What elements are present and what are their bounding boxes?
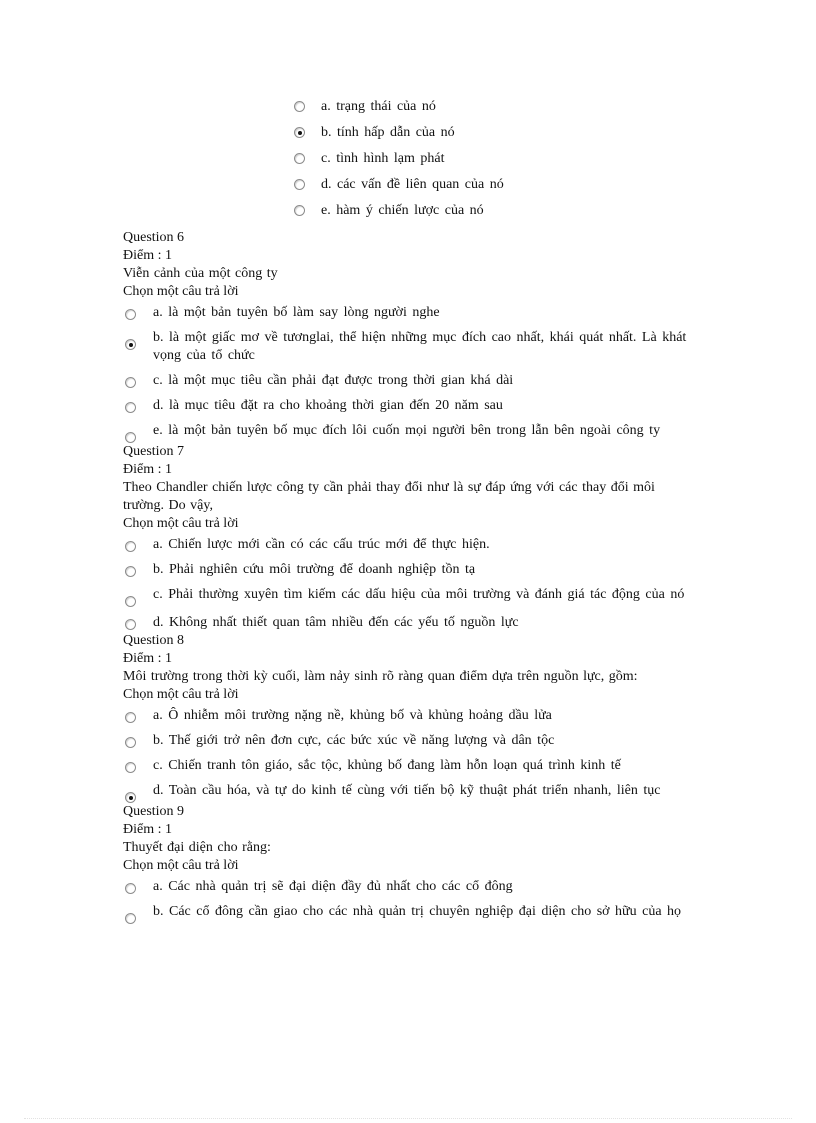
answer-options	[123, 536, 693, 632]
radio-button[interactable]	[125, 541, 136, 552]
radio-button[interactable]	[125, 402, 136, 413]
radio-button[interactable]	[125, 377, 136, 388]
radio-button[interactable]	[294, 127, 305, 138]
answer-option-label: b. tính hấp dẫn của nó	[321, 125, 455, 140]
answer-option[interactable]	[294, 150, 694, 176]
answer-option-label: c. là một mục tiêu cần phải đạt được trong thời gian khá dài	[153, 373, 514, 388]
answer-option-label: d. Toàn cầu hóa, và tự do kinh tế cùng với tiến bộ kỹ thuật phát triển nhanh, liên tục	[153, 783, 661, 798]
radio-button[interactable]	[125, 913, 136, 924]
answer-option-label: a. Chiến lược mới cần có các cấu trúc mới để thực hiện.	[153, 537, 490, 552]
radio-button[interactable]	[125, 566, 136, 577]
answer-options	[123, 304, 693, 443]
answer-option-label: a. Các nhà quản trị sẽ đại diện đầy đủ nhất cho các cổ đông	[153, 879, 513, 894]
answer-option[interactable]	[294, 124, 694, 150]
radio-button[interactable]	[125, 762, 136, 773]
radio-button[interactable]	[294, 153, 305, 164]
answer-options	[123, 707, 693, 803]
answer-instruction: Chọn một câu trả lời	[123, 516, 239, 531]
answer-option[interactable]	[123, 304, 693, 322]
answer-option-label: c. tình hình lạm phát	[321, 151, 445, 166]
answer-option-label: a. là một bản tuyên bố làm say lòng người nghe	[153, 305, 440, 320]
page-divider	[24, 1118, 792, 1119]
question-6	[123, 229, 693, 443]
question-points: Điểm : 1	[123, 822, 172, 837]
question-prompt: Thuyết đại diện cho rằng:	[123, 840, 271, 855]
question-prompt: Môi trường trong thời kỳ cuối, làm nảy sinh rõ ràng quan điểm dựa trên nguồn lực, gồm:	[123, 669, 638, 684]
answer-option[interactable]	[123, 878, 693, 896]
question-title: Question 6	[123, 230, 185, 245]
question-5-options	[294, 98, 694, 228]
answer-option-label: c. Phải thường xuyên tìm kiếm các dấu hiệu của môi trường và đánh giá tác động của nó	[153, 587, 685, 602]
question-points: Điểm : 1	[123, 248, 172, 263]
radio-button[interactable]	[125, 737, 136, 748]
radio-button[interactable]	[125, 309, 136, 320]
question-title: Question 7	[123, 444, 185, 459]
answer-option-label: e. hàm ý chiến lược của nó	[321, 203, 484, 218]
answer-options	[123, 878, 693, 924]
answer-option-label: a. Ô nhiễm môi trường nặng nề, khủng bố và khủng hoảng dầu lửa	[153, 708, 552, 723]
answer-option[interactable]	[123, 397, 693, 415]
answer-instruction: Chọn một câu trả lời	[123, 284, 239, 299]
answer-option-label: e. là một bản tuyên bố mục đích lôi cuốn mọi người bên trong lẫn bên ngoài công ty	[153, 423, 661, 438]
answer-option[interactable]	[123, 329, 693, 365]
radio-button[interactable]	[294, 179, 305, 190]
radio-button[interactable]	[125, 432, 136, 443]
answer-option[interactable]	[123, 707, 693, 725]
answer-option-label: a. trạng thái của nó	[321, 99, 436, 114]
answer-option[interactable]	[294, 176, 694, 202]
radio-button[interactable]	[125, 596, 136, 607]
radio-button[interactable]	[125, 619, 136, 630]
question-8	[123, 632, 693, 803]
answer-option-label: d. Không nhất thiết quan tâm nhiều đến các yếu tố nguồn lực	[153, 615, 519, 630]
question-title: Question 8	[123, 633, 185, 648]
radio-button[interactable]	[294, 205, 305, 216]
answer-option[interactable]	[123, 782, 693, 803]
answer-option-label: c. Chiến tranh tôn giáo, sắc tộc, khủng bố đang làm hỗn loạn quá trình kinh tế	[153, 758, 621, 773]
answer-option[interactable]	[123, 561, 693, 579]
answer-option[interactable]	[123, 732, 693, 750]
answer-option[interactable]	[123, 372, 693, 390]
answer-option[interactable]	[294, 98, 694, 124]
radio-button[interactable]	[125, 339, 136, 350]
answer-option-label: b. Các cổ đông cần giao cho các nhà quản trị chuyên nghiệp đại diện cho sở hữu của họ	[153, 904, 682, 919]
question-title: Question 9	[123, 804, 185, 819]
answer-option-label: d. các vấn đề liên quan của nó	[321, 177, 504, 192]
answer-option-label: d. là mục tiêu đặt ra cho khoảng thời gian đến 20 năm sau	[153, 398, 503, 413]
answer-option[interactable]	[294, 202, 694, 228]
answer-option-label: b. là một giấc mơ về tươnglai, thể hiện những mục đích cao nhất, khái quát nhất. Là khát vọng của tổ chức	[153, 330, 687, 363]
radio-button[interactable]	[125, 792, 136, 803]
answer-option[interactable]	[123, 757, 693, 775]
question-7	[123, 443, 693, 632]
questions-list	[123, 229, 693, 924]
radio-button[interactable]	[125, 883, 136, 894]
answer-option-label: b. Phải nghiên cứu môi trường để doanh nghiệp tồn tạ	[153, 562, 476, 577]
radio-button[interactable]	[125, 712, 136, 723]
question-points: Điểm : 1	[123, 651, 172, 666]
answer-instruction: Chọn một câu trả lời	[123, 687, 239, 702]
answer-option[interactable]	[123, 903, 693, 924]
answer-option[interactable]	[123, 422, 693, 443]
answer-option[interactable]	[123, 614, 693, 632]
question-9	[123, 803, 693, 924]
question-prompt: Theo Chandler chiến lược công ty cần phải thay đổi như là sự đáp ứng với các thay đổi môi trường. Do vậy,	[123, 480, 655, 513]
answer-option[interactable]	[123, 586, 693, 607]
answer-instruction: Chọn một câu trả lời	[123, 858, 239, 873]
question-points: Điểm : 1	[123, 462, 172, 477]
answer-option-label: b. Thế giới trở nên đơn cực, các bức xúc về năng lượng và dân tộc	[153, 733, 555, 748]
radio-button[interactable]	[294, 101, 305, 112]
question-prompt: Viễn cảnh của một công ty	[123, 266, 278, 281]
answer-option[interactable]	[123, 536, 693, 554]
